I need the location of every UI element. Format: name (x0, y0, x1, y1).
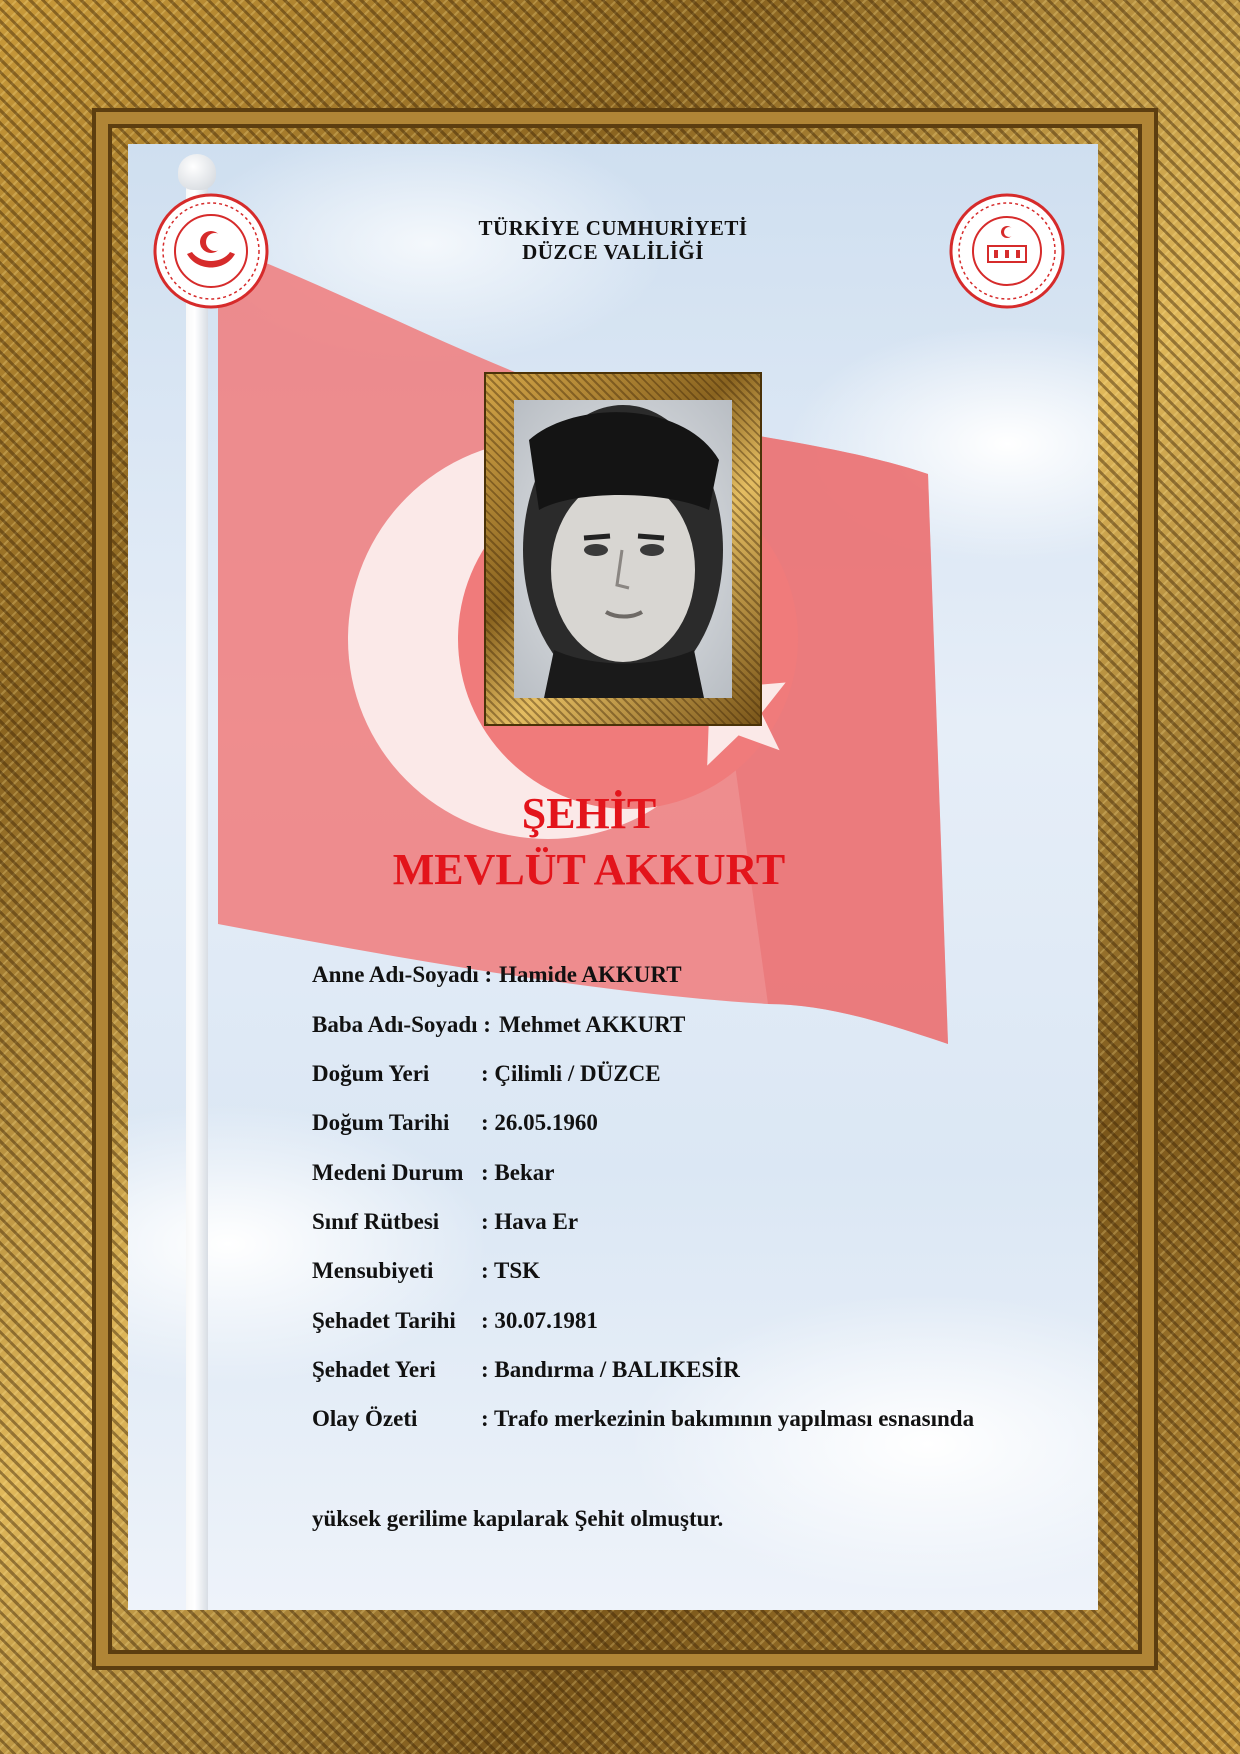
detail-row (312, 1406, 975, 1432)
detail-value: : Trafo merkezinin bakımının yapılması esnasında (481, 1406, 975, 1431)
detail-value: Mehmet AKKURT (499, 1012, 686, 1037)
flag-pole (186, 184, 208, 1610)
detail-row (312, 1209, 579, 1235)
detail-value: : Bekar (481, 1160, 555, 1185)
detail-value: : 30.07.1981 (481, 1308, 598, 1333)
detail-value: : Hava Er (481, 1209, 579, 1234)
detail-label: Şehadet Tarihi (312, 1308, 456, 1333)
detail-row (312, 1061, 661, 1087)
title-martyr: ŞEHİT (521, 789, 657, 838)
detail-value: Hamide AKKURT (499, 962, 682, 987)
title-name: MEVLÜT AKKURT (392, 845, 786, 894)
detail-row (312, 1012, 686, 1038)
memorial-page (128, 144, 1098, 1610)
detail-row (312, 1308, 598, 1334)
detail-row (312, 1160, 555, 1186)
detail-label: Baba Adı-Soyadı : (312, 1012, 491, 1037)
detail-row (312, 1110, 598, 1136)
detail-label: Doğum Tarihi (312, 1110, 450, 1135)
detail-label: Anne Adı-Soyadı : (312, 962, 493, 987)
detail-label: Sınıf Rütbesi (312, 1209, 440, 1234)
detail-row (312, 962, 682, 988)
detail-row (312, 1258, 541, 1284)
summary-continuation: yüksek gerilime kapılarak Şehit olmuştur. (312, 1506, 724, 1531)
portrait-frame (486, 374, 760, 724)
portrait-photo (514, 400, 732, 698)
header-line-2: DÜZCE VALİLİĞİ (522, 240, 704, 264)
detail-label: Mensubiyeti (312, 1258, 434, 1283)
detail-label: Medeni Durum (312, 1160, 464, 1185)
flag-pole-finial (178, 154, 216, 190)
detail-value: : 26.05.1960 (481, 1110, 598, 1135)
detail-value: : TSK (481, 1258, 541, 1283)
detail-row (312, 1357, 740, 1383)
header-line-1: TÜRKİYE CUMHURİYETİ (478, 216, 748, 240)
detail-value: : Çilimli / DÜZCE (481, 1061, 661, 1086)
detail-label: Şehadet Yeri (312, 1357, 436, 1382)
detail-label: Doğum Yeri (312, 1061, 430, 1086)
detail-label: Olay Özeti (312, 1406, 418, 1431)
detail-value: : Bandırma / BALIKESİR (481, 1357, 740, 1382)
